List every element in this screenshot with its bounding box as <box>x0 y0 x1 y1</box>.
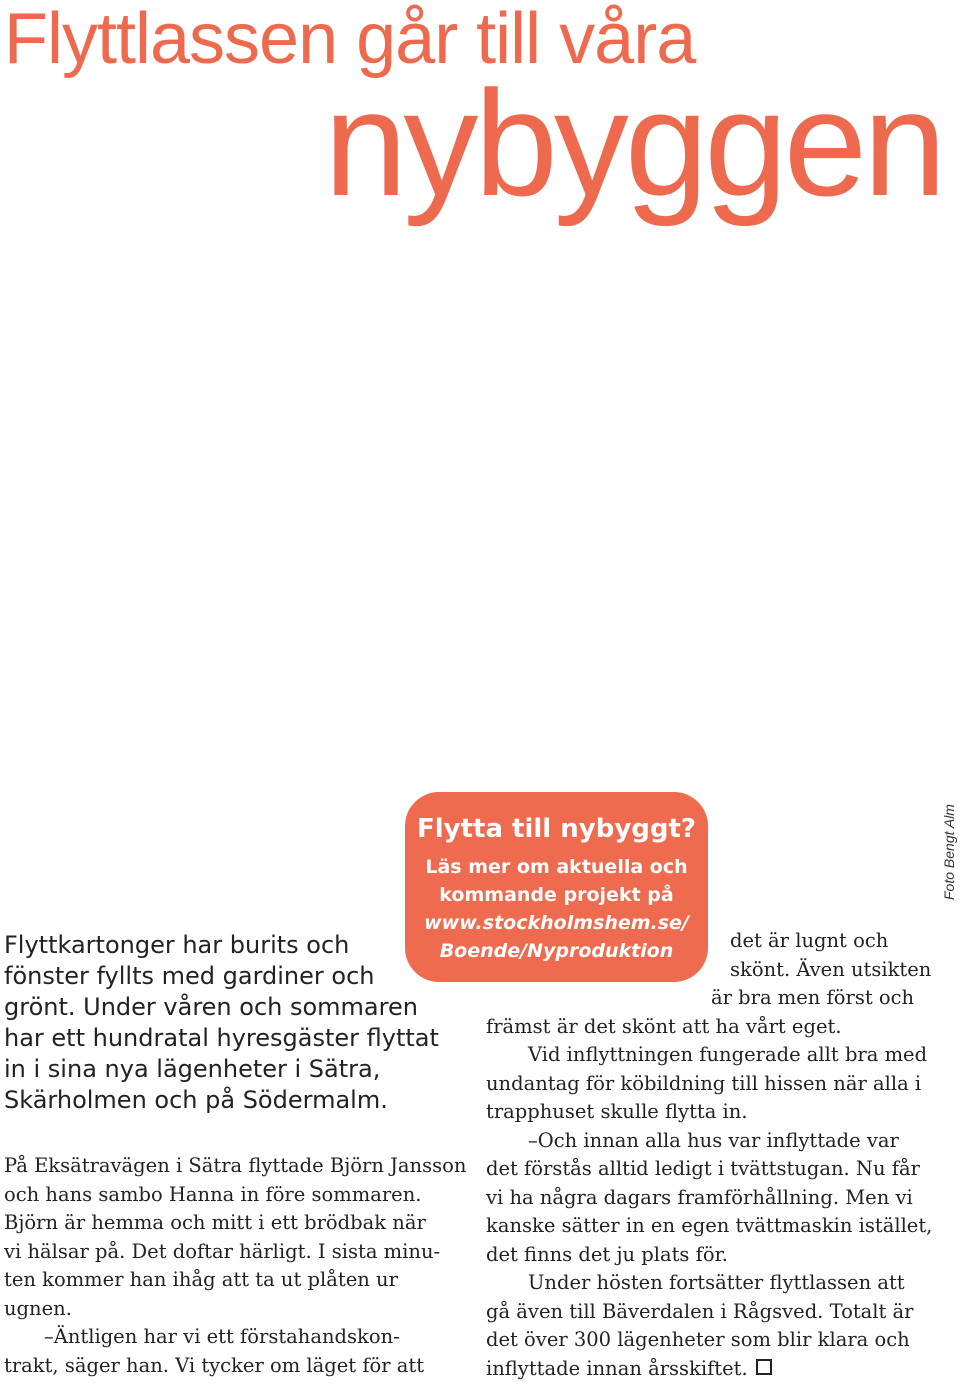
callout-link[interactable]: Boende/Nyproduktion <box>439 940 674 962</box>
headline-line-2: nybyggen <box>324 59 943 227</box>
body-text-line: det finns det ju plats för. <box>486 1243 728 1266</box>
lead-line: Skärholmen och på Södermalm. <box>4 1086 388 1114</box>
body-text-line: skönt. Även utsikten <box>730 958 932 981</box>
body-text-line: trapphuset skulle flytta in. <box>486 1100 748 1123</box>
body-text-line: vi ha några dagars framförhållning. Men vi <box>486 1186 913 1209</box>
lead-paragraph <box>4 930 464 1116</box>
callout-line: Läs mer om aktuella och <box>425 856 688 878</box>
body-text-line: undantag för köbildning till hissen när alla i <box>486 1072 922 1095</box>
body-text-line: kanske sätter in en egen tvättmaskin istället, <box>486 1214 933 1237</box>
body-text-line: ugnen. <box>4 1297 72 1320</box>
body-text-line: ten kommer han ihåg att ta ut plåten ur <box>4 1268 398 1291</box>
lead-line: har ett hundratal hyresgäster flyttat <box>4 1024 439 1052</box>
body-text-line: det är lugnt och <box>730 929 889 952</box>
body-text-line: Under hösten fortsätter flyttlassen att <box>528 1271 905 1294</box>
body-text-line: –Äntligen har vi ett förstahandskon- <box>44 1325 400 1348</box>
body-text-line: det över 300 lägenheter som blir klara och <box>486 1328 910 1351</box>
lead-line: in i sina nya lägenheter i Sätra, <box>4 1055 381 1083</box>
body-text-line: det förstås alltid ledigt i tvättstugan. Nu får <box>486 1157 920 1180</box>
body-text-line: trakt, säger han. Vi tycker om läget för att <box>4 1354 425 1377</box>
body-text-line: främst är det skönt att ha vårt eget. <box>486 1015 842 1038</box>
body-text: inflyttade innan årsskiftet. <box>486 1357 748 1380</box>
end-mark-icon <box>756 1359 772 1375</box>
lead-line: Flyttkartonger har burits och <box>4 931 350 959</box>
callout-title: Flytta till nybyggt? <box>416 814 697 844</box>
body-text-line: och hans sambo Hanna in före sommaren. <box>4 1183 422 1206</box>
body-text-line: Vid inflyttningen fungerade allt bra med <box>528 1043 928 1066</box>
body-text-line: Björn är hemma och mitt i ett brödbak när <box>4 1211 426 1234</box>
body-text-line: vi hälsar på. Det doftar härligt. I sista minu- <box>4 1240 441 1263</box>
photo-credit: Foto Bengt Alm <box>941 804 957 900</box>
body-text-line: –Och innan alla hus var inflyttade var <box>528 1129 899 1152</box>
callout-link[interactable]: www.stockholmshem.se/ <box>424 912 689 934</box>
callout-line: kommande projekt på <box>439 884 674 906</box>
body-text-line: är bra men först och <box>711 986 915 1009</box>
lead-line: fönster fyllts med gardiner och <box>4 962 375 990</box>
body-text-line-last <box>486 1355 772 1384</box>
body-text-line: gå även till Bäverdalen i Rågsved. Totalt är <box>486 1300 914 1323</box>
body-text-line: På Eksätravägen i Sätra flyttade Björn Jansson <box>4 1154 467 1177</box>
headline-line-1: Flyttlassen går till våra <box>4 0 696 79</box>
lead-line: grönt. Under våren och sommaren <box>4 993 418 1021</box>
